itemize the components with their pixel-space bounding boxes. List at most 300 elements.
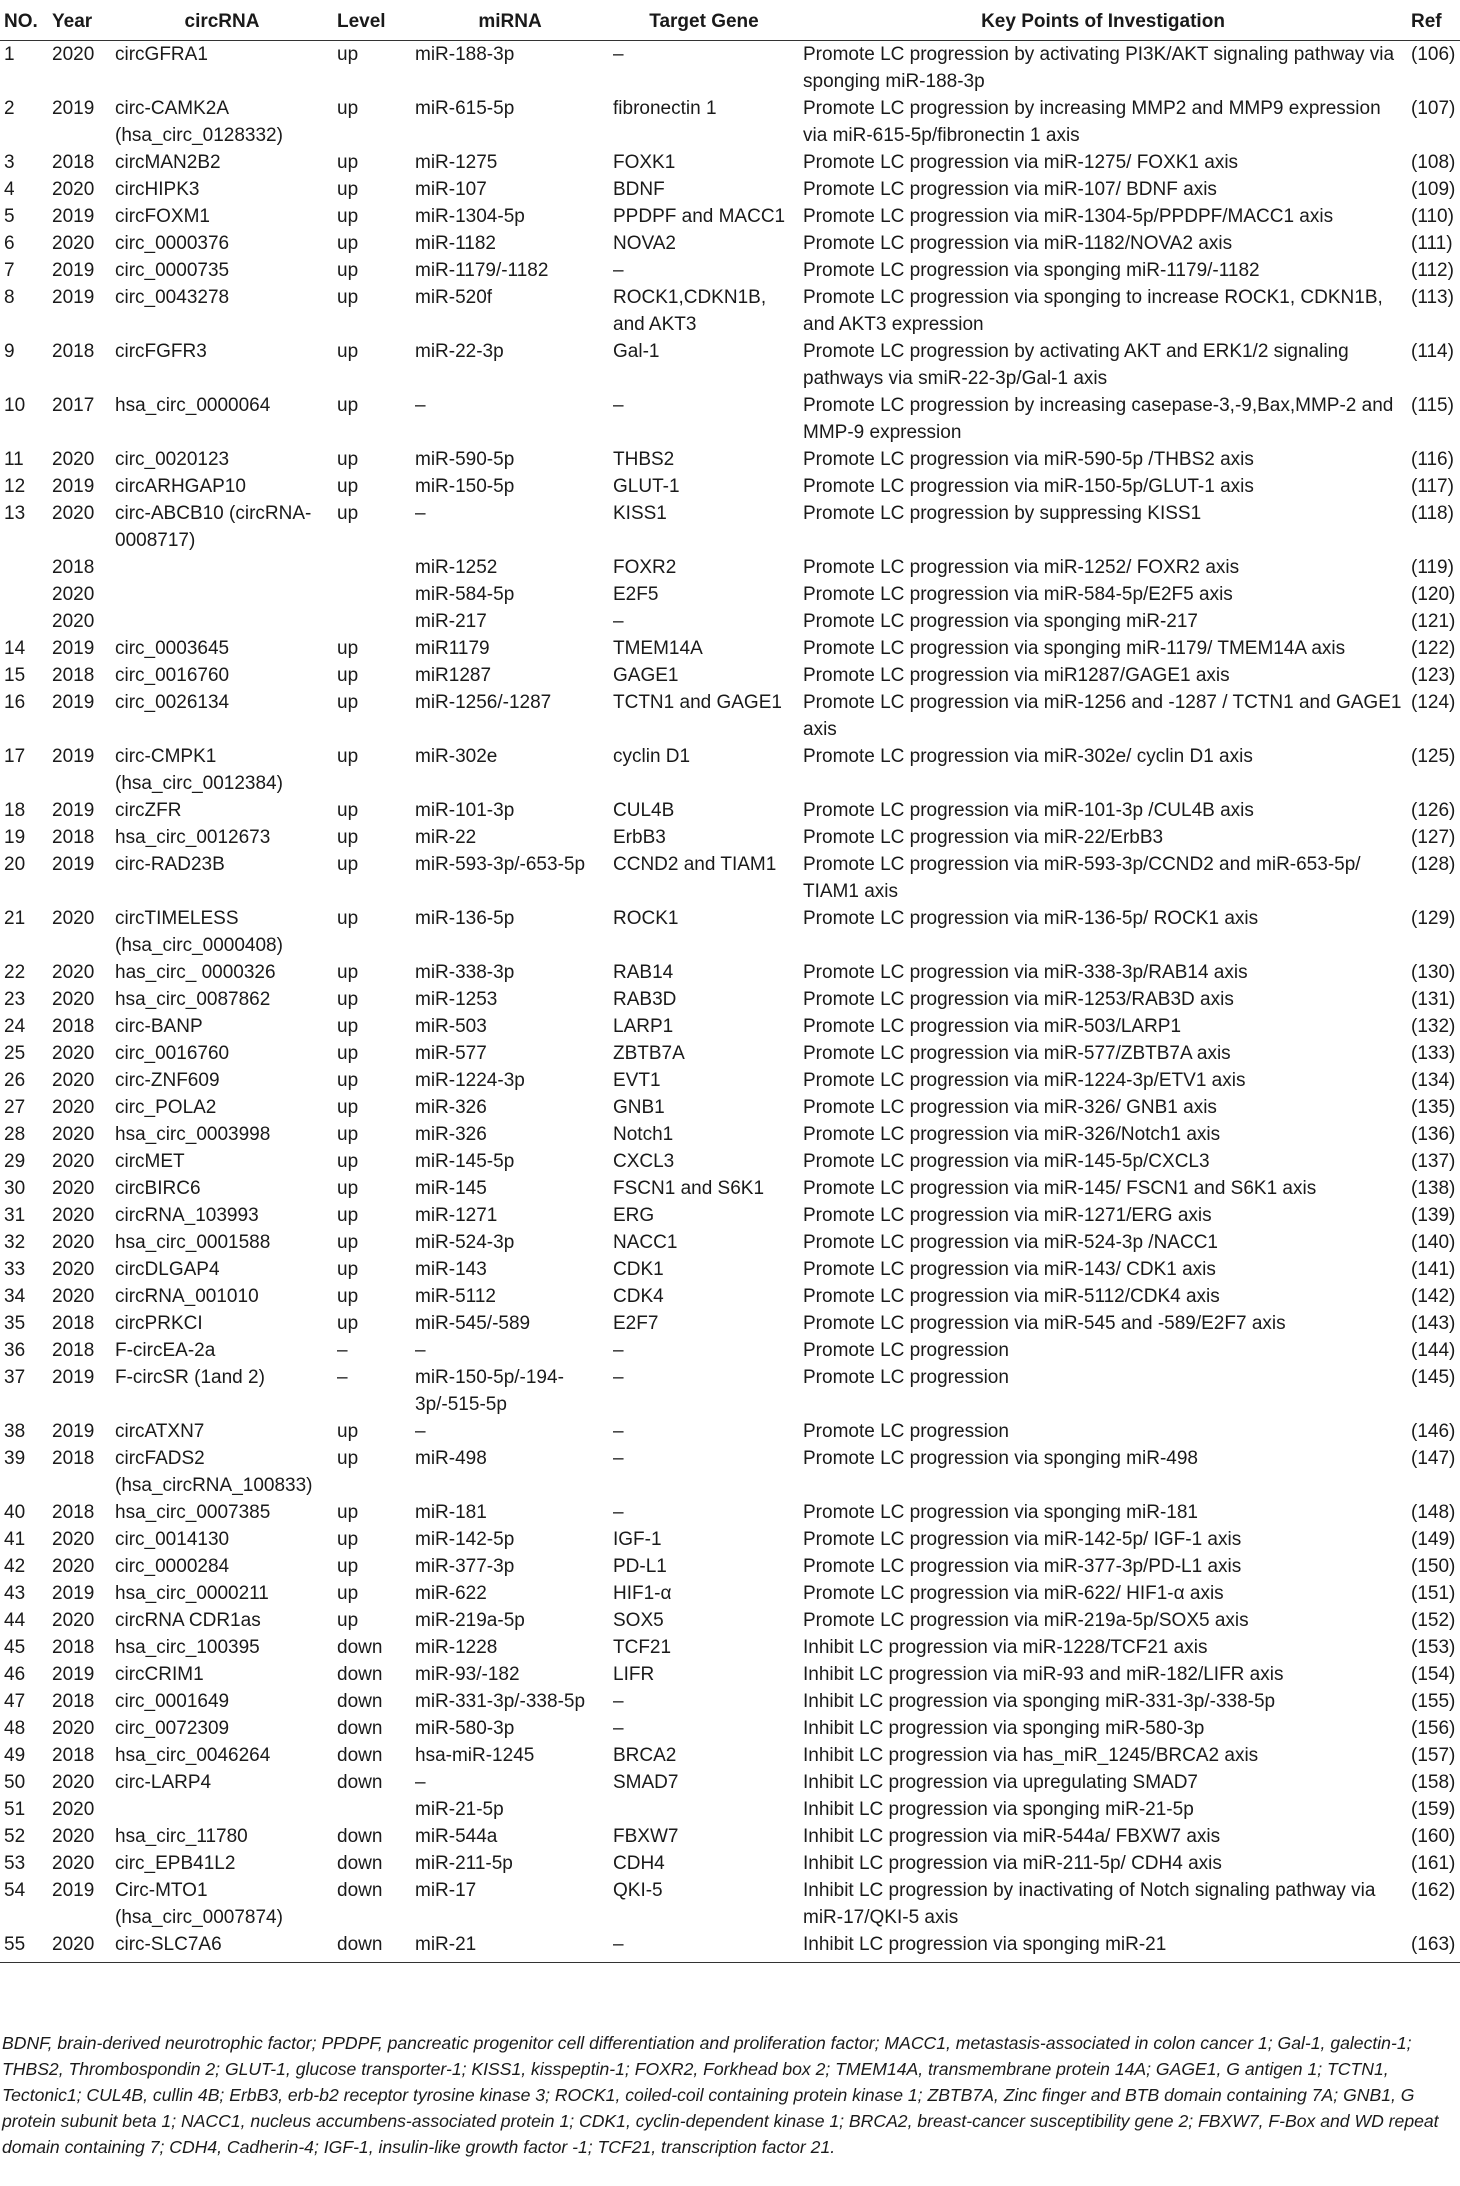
table-row [0,1364,1460,1418]
cell-key-points: Promote LC progression by activating PI3K/AKT signaling pathway via sponging miR-188-3p [803,44,1395,92]
cell-target-gene: QKI-5 [613,1880,663,1901]
cell-no: 50 [4,1772,26,1793]
cell-no: 1 [4,44,15,65]
cell-circrna: F-circEA-2a [115,1340,216,1361]
cell-mirna: miR-150-5p/-194- 3p/-515-5p [415,1367,564,1415]
cell-target-gene: LIFR [613,1664,655,1685]
table-row [0,986,1460,1013]
cell-target-gene: GAGE1 [613,665,679,686]
cell-target-gene: – [613,395,624,416]
cell-ref: (127) [1411,827,1456,848]
cell-level: up [337,1232,359,1253]
table-row [0,1121,1460,1148]
table-row [0,1445,1460,1499]
cell-key-points: Inhibit LC progression via miR-93 and miR-182/LIFR axis [803,1664,1284,1685]
cell-no: 54 [4,1880,26,1901]
cell-year: 2018 [52,1691,95,1712]
cell-level: down [337,1826,383,1847]
cell-year: 2020 [52,908,95,929]
cell-no: 49 [4,1745,26,1766]
cell-level: up [337,1124,359,1145]
table-row [0,230,1460,257]
cell-ref: (133) [1411,1043,1456,1064]
cell-key-points: Promote LC progression via miR-1275/ FOXK1 axis [803,152,1239,173]
table-row [0,1256,1460,1283]
cell-level: up [337,44,359,65]
table-row [0,446,1460,473]
cell-target-gene: fibronectin 1 [613,98,717,119]
cell-key-points: Promote LC progression via miR-5112/CDK4 axis [803,1286,1220,1307]
cell-no: 34 [4,1286,26,1307]
cell-no: 12 [4,476,26,497]
cell-level: up [337,1070,359,1091]
cell-mirna: miR-498 [415,1448,487,1469]
cell-circrna: hsa_circ_0012673 [115,827,271,848]
cell-ref: (160) [1411,1826,1456,1847]
cell-mirna: miR-150-5p [415,476,515,497]
cell-target-gene: ROCK1,CDKN1B, and AKT3 [613,287,767,335]
cell-key-points: Promote LC progression via miR-142-5p/ IGF-1 axis [803,1529,1242,1550]
table-row [0,905,1460,959]
cell-target-gene: FBXW7 [613,1826,679,1847]
cell-mirna: miR-22-3p [415,341,504,362]
cell-level: – [337,1340,348,1361]
header-level: Level [333,8,411,41]
cell-circrna: circARHGAP10 [115,476,246,497]
cell-mirna: miR-143 [415,1259,487,1280]
header-target-gene: Target Gene [609,8,799,41]
cell-level: down [337,1637,383,1658]
table-row [0,1661,1460,1688]
cell-year: 2018 [52,557,95,578]
cell-level: down [337,1664,383,1685]
cell-level: up [337,800,359,821]
cell-ref: (124) [1411,692,1456,713]
cell-ref: (142) [1411,1286,1456,1307]
cell-circrna: circMAN2B2 [115,152,221,173]
cell-target-gene: cyclin D1 [613,746,691,767]
table-row [0,392,1460,446]
cell-no: 24 [4,1016,26,1037]
cell-key-points: Promote LC progression via miR-577/ZBTB7A axis [803,1043,1231,1064]
cell-no: 3 [4,152,15,173]
table-row [0,1715,1460,1742]
cell-no: 16 [4,692,26,713]
cell-level: up [337,1529,359,1550]
cell-level: up [337,1016,359,1037]
cell-ref: (114) [1411,341,1454,362]
cell-mirna: miR-1224-3p [415,1070,525,1091]
table-row [0,1769,1460,1796]
cell-year: 2019 [52,476,95,497]
cell-circrna: circ_0003645 [115,638,230,659]
cell-no: 2 [4,98,15,119]
cell-mirna: miR-22 [415,827,477,848]
cell-target-gene: TMEM14A [613,638,703,659]
cell-ref: (147) [1411,1448,1456,1469]
cell-level: up [337,1286,359,1307]
table-body [0,41,1460,1963]
cell-ref: (144) [1411,1340,1456,1361]
cell-no: 13 [4,503,26,524]
cell-circrna [111,1796,333,1823]
cell-target-gene: – [613,611,624,632]
cell-key-points: Inhibit LC progression via miR-544a/ FBXW7 axis [803,1826,1221,1847]
cell-mirna: – [415,1340,426,1361]
cell-mirna: miR-331-3p/-338-5p [415,1691,586,1712]
cell-target-gene: KISS1 [613,503,667,524]
cell-key-points: Promote LC progression via miR-107/ BDNF axis [803,179,1217,200]
cell-year: 2018 [52,1016,95,1037]
cell-year: 2018 [52,1502,95,1523]
table-row [0,95,1460,149]
cell-key-points: Promote LC progression via miR-1271/ERG axis [803,1205,1212,1226]
cell-target-gene: THBS2 [613,449,675,470]
cell-mirna: miR-577 [415,1043,487,1064]
table-row [0,1499,1460,1526]
cell-ref: (121) [1411,611,1456,632]
cell-target-gene: FSCN1 and S6K1 [613,1178,765,1199]
cell-mirna: miR-21 [411,1931,609,1963]
cell-mirna: miR-622 [415,1583,487,1604]
cell-no: 27 [4,1097,26,1118]
cell-no: 14 [4,638,26,659]
cell-circrna: circGFRA1 [115,44,208,65]
cell-circrna: hsa_circ_0087862 [115,989,271,1010]
cell-mirna: miR-93/-182 [415,1664,520,1685]
cell-target-gene: BDNF [613,179,665,200]
cell-ref: (107) [1411,98,1456,119]
circrna-table [0,8,1460,1963]
cell-mirna: miR-145 [415,1178,487,1199]
cell-target-gene: SOX5 [613,1610,664,1631]
cell-year: 2020 [52,989,95,1010]
table-row [0,662,1460,689]
table-row [0,1229,1460,1256]
cell-circrna: circ_0000376 [115,233,230,254]
cell-target-gene: CCND2 and TIAM1 [613,854,777,875]
cell-mirna: miR-5112 [415,1286,496,1307]
cell-key-points: Inhibit LC progression by inactivating of Notch signaling pathway via miR-17/QKI-5 axis [803,1880,1376,1928]
table-row [0,1094,1460,1121]
cell-mirna: miR-580-3p [415,1718,515,1739]
cell-circrna: circ_0014130 [115,1529,230,1550]
cell-circrna: hsa_circ_0000211 [115,1583,269,1604]
cell-target-gene: TCTN1 and GAGE1 [613,692,782,713]
cell-no: 22 [4,962,26,983]
cell-circrna: circ-LARP4 [115,1772,212,1793]
cell-year: 2019 [52,854,95,875]
cell-no: 33 [4,1259,26,1280]
cell-year: 2018 [52,1637,95,1658]
table-row [0,1283,1460,1310]
cell-year: 2019 [52,692,95,713]
cell-year: 2019 [52,638,95,659]
cell-level: up [337,1097,359,1118]
cell-mirna: miR-326 [415,1097,487,1118]
cell-year: 2020 [52,503,95,524]
cell-level: up [337,152,359,173]
cell-mirna: miR-544a [415,1826,498,1847]
cell-year: 2020 [52,1097,95,1118]
cell-circrna: circ-CMPK1 (hsa_circ_0012384) [115,746,283,794]
cell-target-gene: ZBTB7A [613,1043,685,1064]
cell-year: 2020 [52,1178,95,1199]
cell-no [0,554,48,581]
cell-level [333,554,411,581]
cell-target-gene: HIF1-α [613,1583,672,1604]
cell-year: 2020 [52,1232,95,1253]
cell-level: down [337,1691,383,1712]
cell-mirna: miR-217 [415,611,487,632]
cell-key-points: Promote LC progression via miR-584-5p/E2F5 axis [803,584,1233,605]
cell-year: 2020 [52,1151,95,1172]
cell-target-gene: CDK1 [613,1259,664,1280]
cell-level: up [337,233,359,254]
cell-year: 2019 [52,746,95,767]
cell-year: 2020 [52,584,95,605]
cell-mirna: miR-377-3p [415,1556,515,1577]
cell-year: 2020 [52,962,95,983]
cell-circrna: circ-BANP [115,1016,203,1037]
cell-key-points: Promote LC progression by increasing MMP2 and MMP9 expression via miR-615-5p/fibronectin 1 axis [803,98,1381,146]
table-row [0,689,1460,743]
cell-year: 2019 [52,1421,95,1442]
cell-year: 2019 [52,1583,95,1604]
table-row [0,1202,1460,1229]
cell-circrna: circ_0043278 [115,287,230,308]
table-row [0,149,1460,176]
cell-no: 7 [4,260,15,281]
cell-target-gene: FOXK1 [613,152,676,173]
cell-no: 46 [4,1664,26,1685]
cell-mirna: miR-520f [415,287,493,308]
cell-target-gene: Gal-1 [613,341,660,362]
cell-target-gene: – [609,1931,799,1963]
cell-level: up [337,395,359,416]
cell-level: up [337,476,359,497]
table-row [0,473,1460,500]
cell-target-gene: SMAD7 [613,1772,679,1793]
cell-level: up [337,1043,359,1064]
table-header [0,8,1460,41]
cell-mirna: miR-1179/-1182 [415,260,549,281]
cell-target-gene: – [613,1448,624,1469]
table-row [0,257,1460,284]
cell-key-points: Inhibit LC progression via miR-211-5p/ CDH4 axis [803,1853,1222,1874]
cell-ref: (141) [1411,1259,1456,1280]
cell-circrna: F-circSR (1and 2) [115,1367,265,1388]
cell-level: up [337,449,359,470]
header-ref: Ref [1407,8,1460,41]
cell-circrna [111,608,333,635]
cell-target-gene: CXCL3 [613,1151,675,1172]
cell-level: up [337,1178,359,1199]
cell-mirna: miR-326 [415,1124,487,1145]
cell-circrna: hsa_circ_0003998 [115,1124,271,1145]
cell-key-points: Inhibit LC progression via sponging miR-21 [799,1931,1407,1963]
cell-no: 42 [4,1556,26,1577]
cell-circrna: circFOXM1 [115,206,210,227]
cell-key-points: Inhibit LC progression via sponging miR-331-3p/-338-5p [803,1691,1276,1712]
cell-ref: (156) [1411,1718,1456,1739]
cell-level [333,608,411,635]
cell-no: 17 [4,746,26,767]
cell-no: 43 [4,1583,26,1604]
cell-ref: (143) [1411,1313,1456,1334]
cell-ref: (163) [1407,1931,1460,1963]
cell-year: 2020 [52,1043,95,1064]
table-row [0,1796,1460,1823]
cell-year: 2018 [52,665,95,686]
cell-circrna: circ_0020123 [115,449,230,470]
cell-ref: (120) [1411,584,1456,605]
cell-year: 2020 [52,611,95,632]
cell-key-points: Promote LC progression by suppressing KISS1 [803,503,1202,524]
cell-no: 28 [4,1124,26,1145]
cell-year: 2020 [48,1931,111,1963]
cell-no: 9 [4,341,15,362]
cell-mirna: miR-1228 [415,1637,498,1658]
cell-key-points: Promote LC progression via miR-143/ CDK1 axis [803,1259,1216,1280]
cell-key-points: Promote LC progression via miR-1304-5p/PPDPF/MACC1 axis [803,206,1334,227]
table-row [0,1310,1460,1337]
cell-ref: (137) [1411,1151,1456,1172]
cell-level: up [337,638,359,659]
cell-level: – [337,1367,348,1388]
cell-key-points: Promote LC progression via miR-545 and -589/E2F7 axis [803,1313,1286,1334]
cell-ref: (130) [1411,962,1456,983]
cell-year: 2020 [52,1799,95,1820]
cell-mirna: miR1287 [415,665,492,686]
table-row [0,1634,1460,1661]
cell-mirna: miR1179 [415,638,490,659]
cell-circrna: has_circ_ 0000326 [115,962,276,983]
cell-no: 36 [4,1340,26,1361]
table-row [0,1607,1460,1634]
cell-key-points: Promote LC progression via miR-145/ FSCN1 and S6K1 axis [803,1178,1317,1199]
cell-ref: (117) [1411,476,1454,497]
cell-level: up [337,287,359,308]
cell-target-gene: E2F5 [613,584,659,605]
cell-no: 32 [4,1232,26,1253]
cell-no [0,608,48,635]
cell-year: 2019 [52,260,95,281]
cell-level: up [337,1556,359,1577]
cell-level: down [337,1853,383,1874]
cell-mirna: miR-101-3p [415,800,515,821]
cell-mirna: miR-615-5p [415,98,515,119]
cell-level: up [337,746,359,767]
cell-ref: (109) [1411,179,1456,200]
cell-target-gene: E2F7 [613,1313,659,1334]
cell-circrna: circ-SLC7A6 [111,1931,333,1963]
cell-no: 38 [4,1421,26,1442]
cell-no: 31 [4,1205,26,1226]
cell-no: 47 [4,1691,26,1712]
cell-target-gene: RAB14 [613,962,674,983]
cell-level: down [333,1931,411,1963]
table-row [0,1526,1460,1553]
cell-mirna: miR-219a-5p [415,1610,525,1631]
table-footnote: BDNF, brain-derived neurotrophic factor; PPDPF, pancreatic progenitor cell differentiation and proliferation factor; MACC1, metastasis-associated in colon cancer 1; Gal-1, galectin-1; THBS2, Thrombospondin 2; GLUT-1, glucose transporter-1; KISS1, kisspeptin-1; FOXR2, Forkhead box 2; TMEM14A, transmembrane protein 14A; GAGE1, G antigen 1; TCTN1, Tectonic1; CUL4B, cullin 4B; ErbB3, erb-b2 receptor tyrosine kinase 3; ROCK1, coiled-coil containing protein kinase 1; ZBTB7A, Zinc finger and BTB domain containing 7A; GNB1, G protein subunit beta 1; NACC1, nucleus accumbens-associated protein 1; CDK1, cyclin-dependent kinase 1; BRCA2, breast-cancer susceptibility gene 2; FBXW7, F-Box and WD repeat domain containing 7; CDH4, Cadherin-4; IGF-1, insulin-like growth factor -1; TCF21, transcription factor 21. [2,2033,1439,2157]
cell-mirna: miR-1182 [415,233,496,254]
cell-key-points: Promote LC progression via miR-136-5p/ ROCK1 axis [803,908,1259,929]
cell-target-gene: BRCA2 [613,1745,677,1766]
cell-key-points: Promote LC progression via miR-150-5p/GLUT-1 axis [803,476,1254,497]
cell-mirna: miR-181 [415,1502,487,1523]
cell-year: 2019 [52,206,95,227]
cell-circrna: circ_0000284 [115,1556,230,1577]
cell-level: up [337,1610,359,1631]
cell-mirna: miR-584-5p [415,584,515,605]
cell-circrna: circ_0001649 [115,1691,230,1712]
cell-mirna: miR-1304-5p [415,206,525,227]
cell-no: 4 [4,179,15,200]
cell-key-points: Promote LC progression via sponging miR-1179/ TMEM14A axis [803,638,1346,659]
cell-level: up [337,827,359,848]
cell-level: up [337,179,359,200]
cell-target-gene: CDH4 [613,1853,665,1874]
cell-mirna: – [415,1772,426,1793]
cell-level: up [337,1583,359,1604]
cell-ref: (128) [1411,854,1456,875]
cell-level: up [337,908,359,929]
cell-circrna: circ-ABCB10 (circRNA-0008717) [115,503,312,551]
cell-ref: (123) [1411,665,1456,686]
cell-circrna: Circ-MTO1 (hsa_circ_0007874) [115,1880,283,1928]
cell-ref: (136) [1411,1124,1456,1145]
table-row [0,554,1460,581]
cell-key-points: Promote LC progression via miR-101-3p /CUL4B axis [803,800,1254,821]
cell-mirna: miR-211-5p [415,1853,513,1874]
cell-target-gene: RAB3D [613,989,677,1010]
cell-circrna [111,581,333,608]
cell-target-gene: – [613,1367,624,1388]
table-row [0,1067,1460,1094]
cell-key-points: Promote LC progression via sponging miR-498 [803,1448,1198,1469]
cell-key-points: Promote LC progression by activating AKT and ERK1/2 signaling pathways via smiR-22-3p/Gal-1 axis [803,341,1349,389]
cell-ref: (108) [1411,152,1456,173]
cell-key-points: Promote LC progression via miR-524-3p /NACC1 [803,1232,1218,1253]
cell-target-gene [609,1796,799,1823]
cell-key-points: Promote LC progression via miR-1256 and -1287 / TCTN1 and GAGE1 axis [803,692,1402,740]
cell-target-gene: GNB1 [613,1097,665,1118]
cell-mirna: miR-593-3p/-653-5p [415,854,586,875]
cell-no: 15 [4,665,26,686]
cell-year: 2019 [52,800,95,821]
cell-no: 35 [4,1313,26,1334]
cell-circrna: circCRIM1 [115,1664,204,1685]
cell-key-points: Promote LC progression via sponging miR-217 [803,611,1198,632]
cell-key-points: Promote LC progression via miR-503/LARP1 [803,1016,1182,1037]
table-row [0,1337,1460,1364]
cell-mirna: miR-136-5p [415,908,515,929]
cell-year: 2018 [52,341,95,362]
cell-year: 2020 [52,1286,95,1307]
table-row [0,824,1460,851]
cell-ref: (118) [1411,503,1454,524]
cell-circrna: circ-CAMK2A (hsa_circ_0128332) [115,98,283,146]
table-row [0,1877,1460,1931]
header-no: NO. [0,8,48,41]
header-mirna: miRNA [411,8,609,41]
cell-target-gene: – [613,260,624,281]
header-circrna: circRNA [111,8,333,41]
cell-no: 37 [4,1367,26,1388]
cell-no: 29 [4,1151,26,1172]
cell-circrna: hsa_circ_100395 [115,1637,260,1658]
